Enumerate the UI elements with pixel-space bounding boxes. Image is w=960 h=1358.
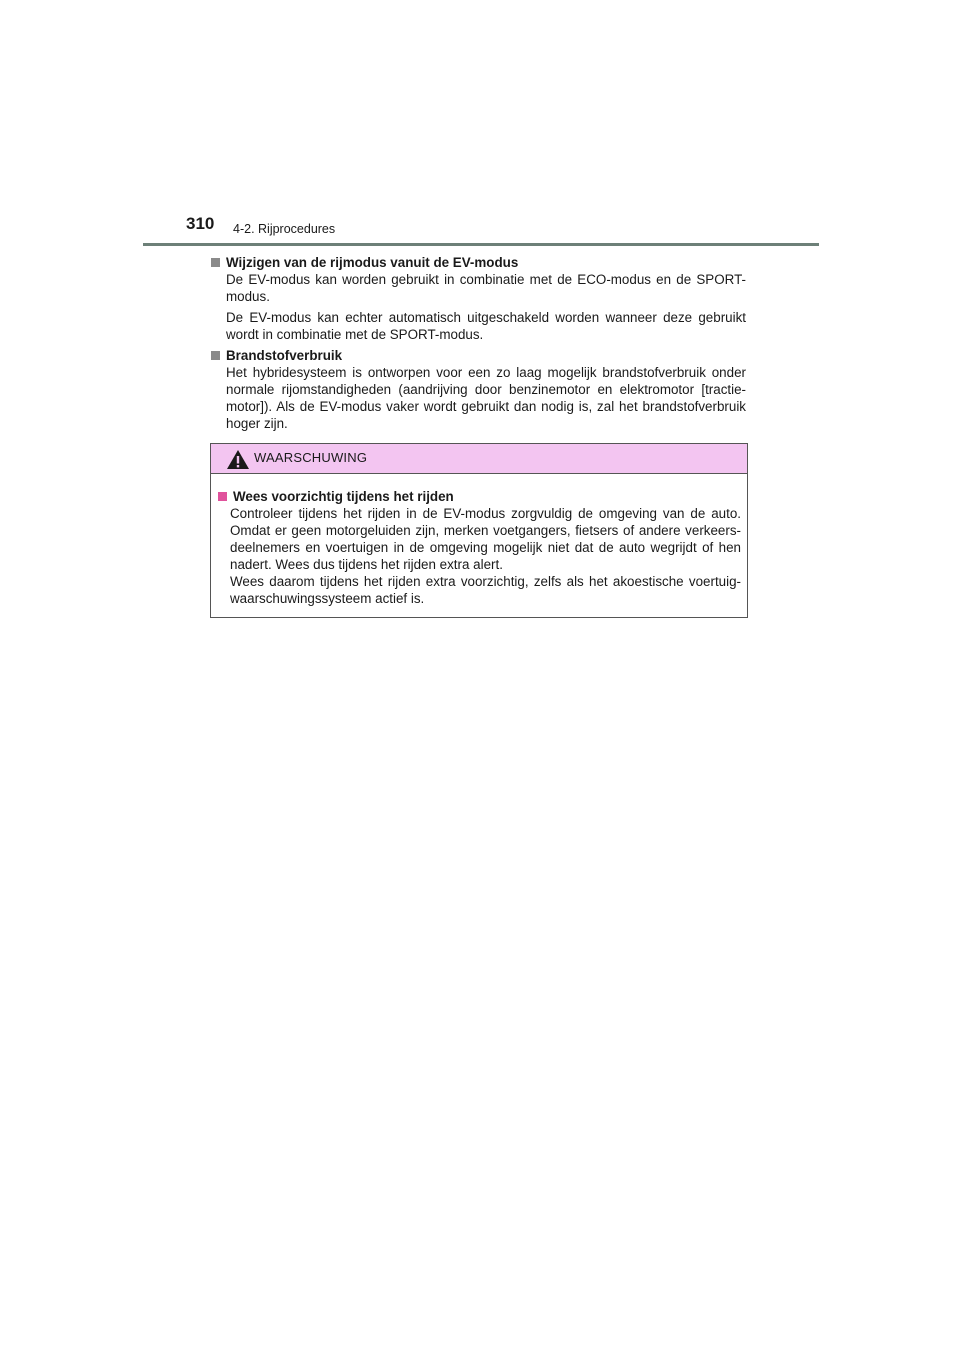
warning-heading-text: Wees voorzichtig tijdens het rijden bbox=[233, 489, 454, 504]
section-ev-mode bbox=[211, 254, 746, 343]
warning-text-2: Wees daarom tijdens het rijden extra voorzichtig, zelfs als het akoestische voertuig-waarschuwingssysteem actief is. bbox=[230, 574, 741, 606]
square-bullet-icon bbox=[211, 258, 220, 267]
item-heading bbox=[211, 254, 746, 271]
page-content bbox=[211, 254, 746, 436]
square-bullet-icon bbox=[218, 492, 227, 501]
warning-box bbox=[210, 443, 748, 618]
warning-title: WAARSCHUWING bbox=[254, 450, 368, 465]
paragraph: De EV-modus kan worden gebruikt in combinatie met de ECO-modus en de SPORT-modus. bbox=[226, 272, 746, 304]
item-heading-text: Wijzigen van de rijmodus vanuit de EV-modus bbox=[226, 255, 519, 270]
warning-triangle-icon bbox=[226, 449, 250, 470]
square-bullet-icon bbox=[211, 351, 220, 360]
paragraph: De EV-modus kan echter automatisch uitgeschakeld worden wanneer deze gebruikt wordt in combinatie met de SPORT-modus. bbox=[226, 310, 746, 342]
warning-body bbox=[211, 474, 747, 607]
warning-text: Controleer tijdens het rijden in de EV-modus zorgvuldig de omgeving van de auto. Omdat er geen motorgeluiden zijn, merken voetgangers, fietsers of andere verkeers-deelnemers en voertuigen in de omgeving mogelijk niet dat de auto wegrijdt of hen nadert. Wees dus tijdens het rijden extra alert. bbox=[230, 506, 741, 572]
section-title: 4-2. Rijprocedures bbox=[233, 222, 336, 236]
section-fuel-consumption bbox=[211, 347, 746, 432]
item-heading bbox=[211, 347, 746, 364]
warning-header bbox=[211, 444, 747, 474]
page-header bbox=[0, 0, 960, 250]
page-number: 310 bbox=[186, 214, 215, 233]
header-divider bbox=[143, 243, 819, 246]
paragraph: Het hybridesysteem is ontworpen voor een zo laag mogelijk brandstofverbruik onder normale rijomstandigheden (aandrijving door benzinemotor en elektromotor [tractie-motor]). Als de EV-modus vaker wordt gebruikt dan nodig is, zal het brandstofverbruik hoger zijn. bbox=[226, 365, 746, 431]
item-heading-text: Brandstofverbruik bbox=[226, 348, 343, 363]
warning-heading bbox=[218, 488, 741, 505]
